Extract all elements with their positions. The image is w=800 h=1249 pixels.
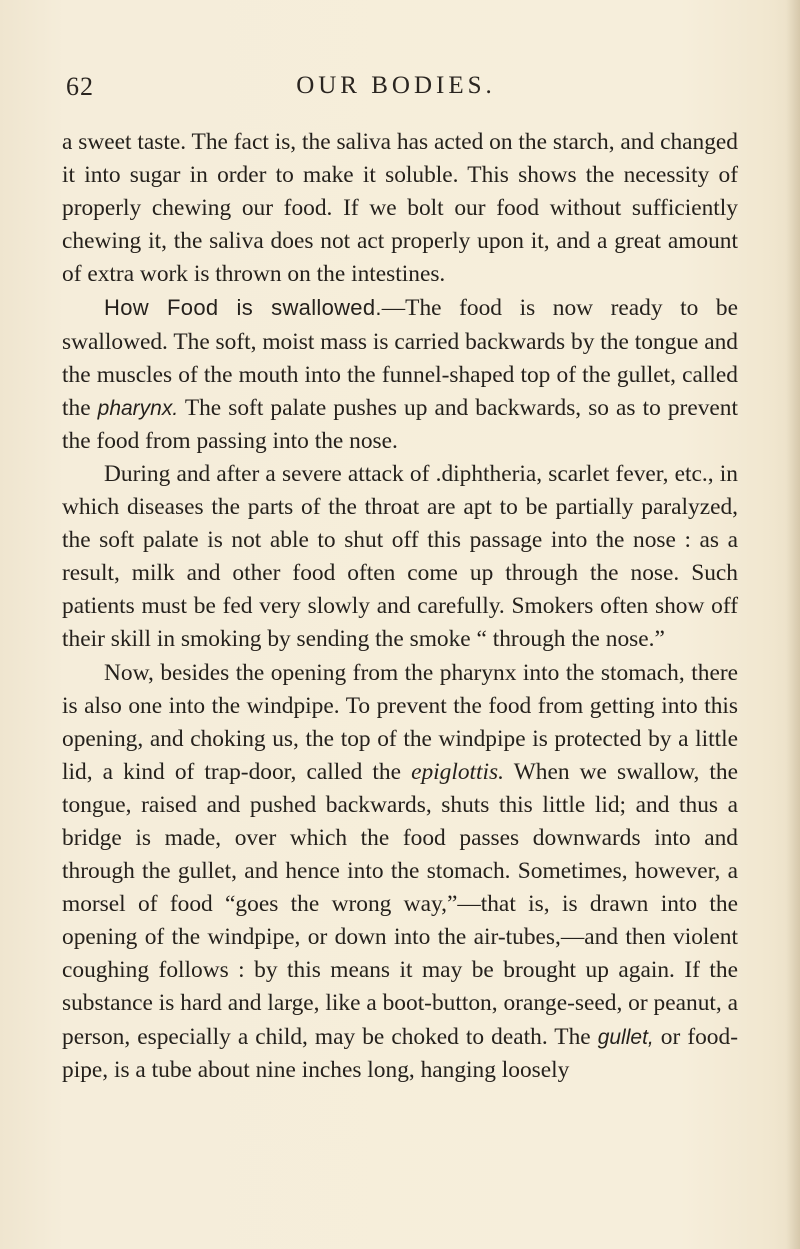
paragraph-4 [62, 657, 738, 1087]
paragraph-3 [62, 458, 738, 657]
page-edge-shadow [786, 0, 800, 1249]
paragraph-2 [62, 291, 738, 457]
paragraph-1 [62, 126, 738, 291]
paragraph-4-text-a: Now, besides the opening from the pharynx into the stomach, there is also one into the windpipe. To prevent the food from getting into this opening, and choking us, the top of the windpipe is protected by a little lid, a kind of trap-door, called the [62, 659, 738, 785]
body-text [62, 126, 738, 1087]
paragraph-1-text: a sweet taste. The fact is, the saliva has acted on the starch, and changed it into sugar in order to make it soluble. This shows the necessity of properly chewing our food. If we bolt our food without sufficiently chewing it, the saliva does not act properly upon it, and a great amount of extra work is thrown on the intestines. [62, 129, 738, 288]
paragraph-3-text: During and after a severe attack of .diphtheria, scarlet fever, etc., in which diseases the parts of the throat are apt to be partially paralyzed, the soft palate is not able to shut off this passage into the nose : as a result, milk and other food often come up through the nose. Such patients must be fed very slowly and carefully. Smokers often show off their skill in smoking by sending the smoke “ through the nose.” [62, 460, 738, 653]
paragraph-4-text-c: or food-pipe, is a tube about nine inches long, hanging loosely [62, 1023, 738, 1083]
term-gullet: gullet, [597, 1025, 654, 1049]
paragraph-2-text-b: The soft palate pushes up and backwards, so as to prevent the food from passing into the nose. [62, 394, 738, 454]
running-title: OUR BODIES. [296, 72, 496, 99]
paragraph-4-text-b: When we swallow, the tongue, raised and pushed backwards, shuts this little lid; and thus a bridge is made, over which the food passes downwards into and through the gullet, and hence into the stomach. Sometimes, however, a morsel of food “goes the wrong way,”—that is, is drawn into the opening of the windpipe, or down into the air-tubes,—and then violent coughing follows : by this means it may be brought up again. If the substance is hard and large, like a boot-button, orange-seed, or peanut, a person, especially a child, may be choked to death. The [62, 758, 739, 1050]
term-epiglottis: epiglottis. [411, 758, 505, 785]
section-heading: How Food is swallowed. [104, 295, 382, 321]
page-header [66, 72, 726, 112]
page-number: 62 [66, 72, 94, 101]
term-pharynx: pharynx. [97, 396, 179, 420]
paragraph-2-text-a: —The food is now ready to be swallowed. The soft, moist mass is carried backwards by the tongue and the muscles of the mouth into the funnel-shaped top of the gullet, called the [62, 295, 738, 421]
